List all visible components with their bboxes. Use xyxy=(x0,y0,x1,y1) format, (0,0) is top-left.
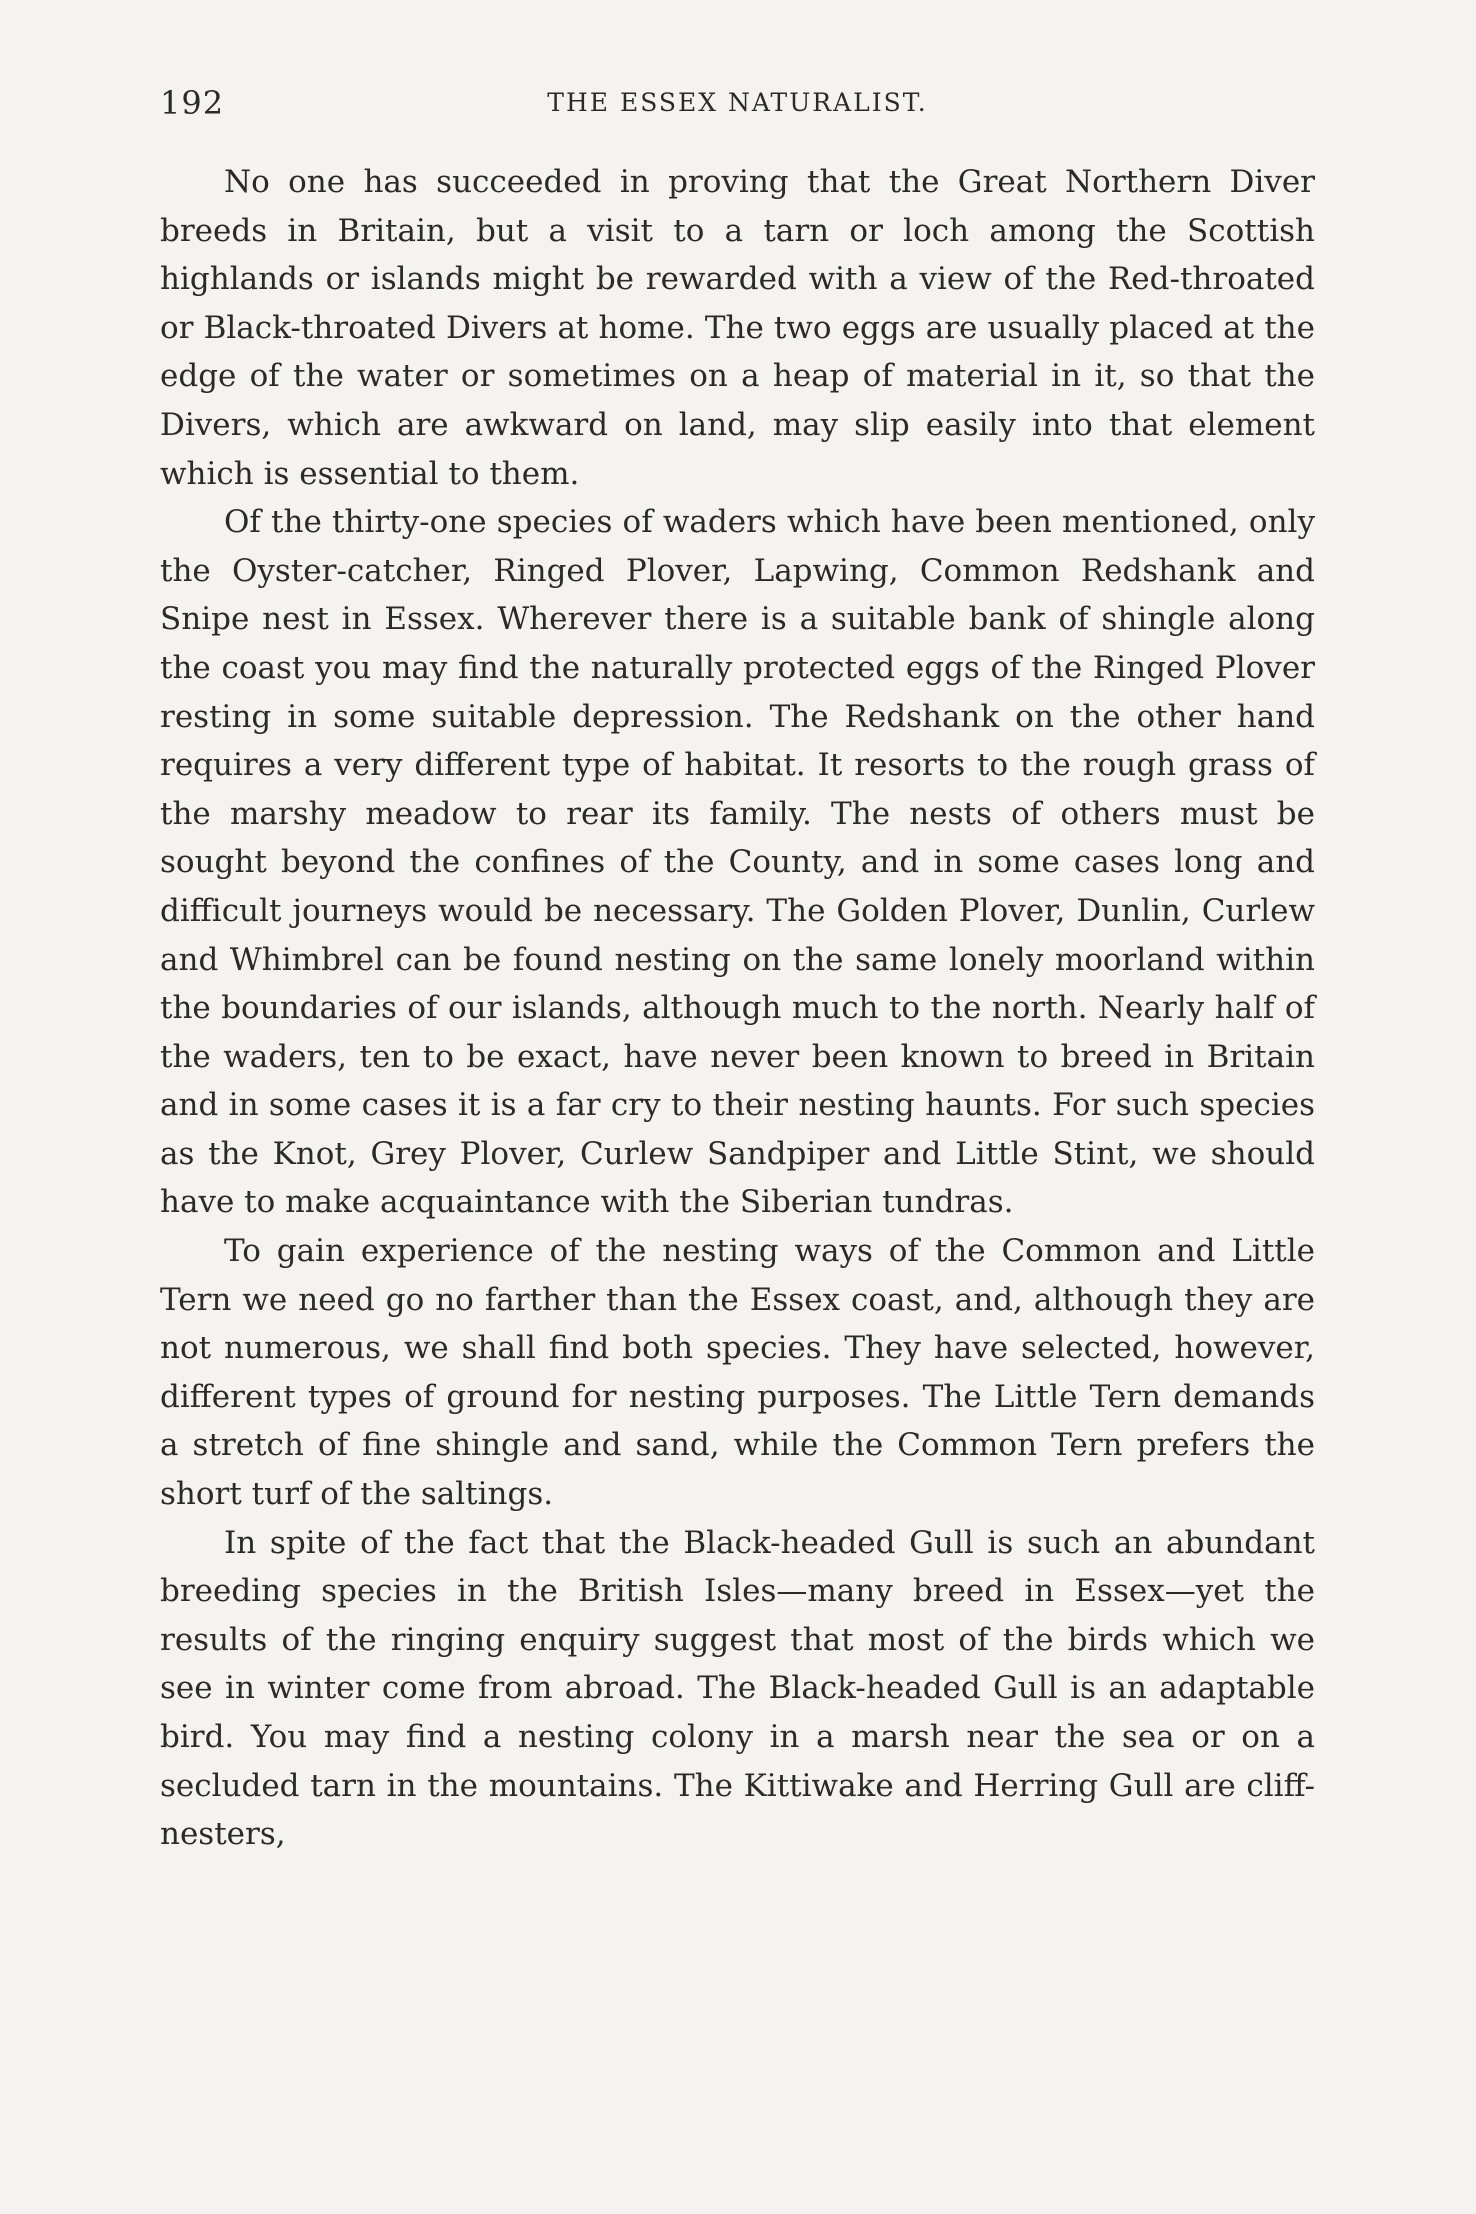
page-number: 192 xyxy=(160,84,225,122)
paragraph-gulls: In spite of the fact that the Black-headed Gull is such an abundant breeding species in the British Isles—many breed in Essex—yet the results of the ringing enquiry suggest that most of the birds which we see in winter come from abroad. The Black-headed Gull is an adaptable bird. You may find a nesting colony in a marsh near the sea or on a secluded tarn in the mountains. The Kittiwake and Herring Gull are cliff-nesters, xyxy=(160,1524,1315,1853)
running-title: THE ESSEX NATURALIST. xyxy=(547,88,928,117)
paragraph-waders: Of the thirty-one species of waders which have been mentioned, only the Oyster-catcher, Ringed Plover, Lapwing, Common Redshank and Snipe nest in Essex. Wherever there is a suitable bank of shingle along the coast you may find the naturally protected eggs of the Ringed Plover resting in some suitable depression. The Redshank on the other hand requires a very different type of habitat. It resorts to the rough grass of the marshy meadow to rear its family. The nests of others must be sought beyond the confines of the County, and in some cases long and difficult journeys would be necessary. The Golden Plover, Dunlin, Curlew and Whimbrel can be found nesting on the same lonely moorland within the boundaries of our islands, although much to the north. Nearly half of the waders, ten to be exact, have never been known to breed in Britain and in some cases it is a far cry to their nesting haunts. For such species as the Knot, Grey Plover, Curlew Sandpiper and Little Stint, we should have to make acquaintance with the Siberian tundras. xyxy=(160,504,1315,1221)
body-text xyxy=(160,158,1315,1859)
paragraph-terns: To gain experience of the nesting ways of the Common and Little Tern we need go no farther than the Essex coast, and, although they are not numerous, we shall find both species. They have selected, however, different types of ground for nesting purposes. The Little Tern demands a stretch of fine shingle and sand, while the Common Tern prefers the short turf of the saltings. xyxy=(160,1233,1315,1513)
page-header xyxy=(160,84,1315,128)
paragraph-divers: No one has succeeded in proving that the Great Northern Diver breeds in Britain, but a visit to a tarn or loch among the Scottish highlands or islands might be rewarded with a view of the Red-throated or Black-throated Divers at home. The two eggs are usually placed at the edge of the water or sometimes on a heap of material in it, so that the Divers, which are awkward on land, may slip easily into that element which is essential to them. xyxy=(160,164,1315,492)
